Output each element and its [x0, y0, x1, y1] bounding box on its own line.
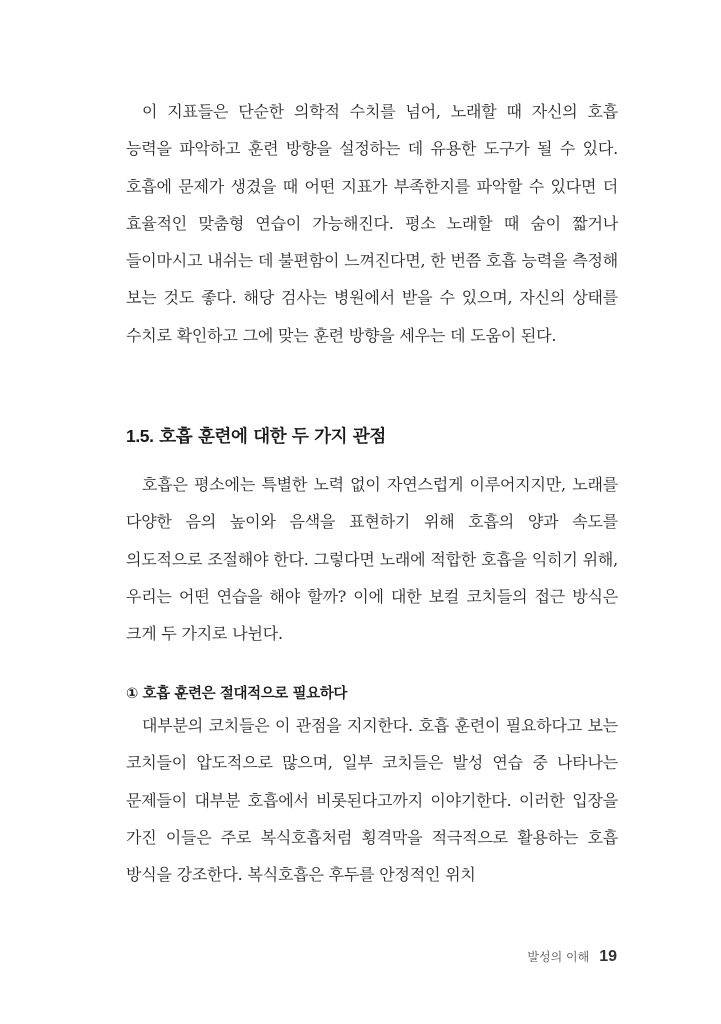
body-paragraph-3: 대부분의 코치들은 이 관점을 지지한다. 호흡 훈련이 필요하다고 보는 코치들이 압도적으로 많으며, 일부 코치들은 발성 연습 중 나타나는 문제들이 대부분 호흡에서 비롯된다고까지 이야기한다. 이러한 입장을 가진 이들은 주로 복식호흡처럼 횡격막을 적극적으로 활용하는 호흡 방식을 강조한다. 복식호흡은 후두를 안정적인 위치	[126, 716, 618, 885]
section-number: 1.5.	[126, 426, 154, 446]
page-footer	[527, 948, 617, 966]
body-paragraph-2: 호흡은 평소에는 특별한 노력 없이 자연스럽게 이루어지지만, 노래를 다양한 음의 높이와 음색을 표현하기 위해 호흡의 양과 속도를 의도적으로 조절해야 한다. 그렇다면 노래에 적합한 호흡을 익히기 위해, 우리는 어떤 연습을 해야 할까? 이에 대한 보컬 코치들의 접근 방식은 크게 두 가지로 나뉜다.	[126, 475, 618, 644]
section-title: 호흡 훈련에 대한 두 가지 관점	[159, 427, 386, 447]
subsection-marker: ①	[126, 686, 138, 702]
running-title: 발성의 이해	[527, 950, 590, 964]
subsection-heading	[126, 683, 347, 705]
page-number: 19	[599, 948, 617, 965]
body-paragraph-1: 이 지표들은 단순한 의학적 수치를 넘어, 노래할 때 자신의 호흡 능력을 파악하고 훈련 방향을 설정하는 데 유용한 도구가 될 수 있다. 호흡에 문제가 생겼을 때 어떤 지표가 부족한지를 파악할 수 있다면 더 효율적인 맞춤형 연습이 가능해진다. 평소 노래할 때 숨이 짧거나 들이마시고 내쉬는 데 불편함이 느껴진다면, 한 번쯤 호흡 능력을 측정해 보는 것도 좋다. 해당 검사는 병원에서 받을 수 있으며, 자신의 상태를 수치로 확인하고 그에 맞는 훈련 방향을 세우는 데 도움이 된다.	[126, 102, 618, 345]
section-heading	[126, 418, 386, 454]
subsection-title: 호흡 훈련은 절대적으로 필요하다	[142, 686, 347, 702]
